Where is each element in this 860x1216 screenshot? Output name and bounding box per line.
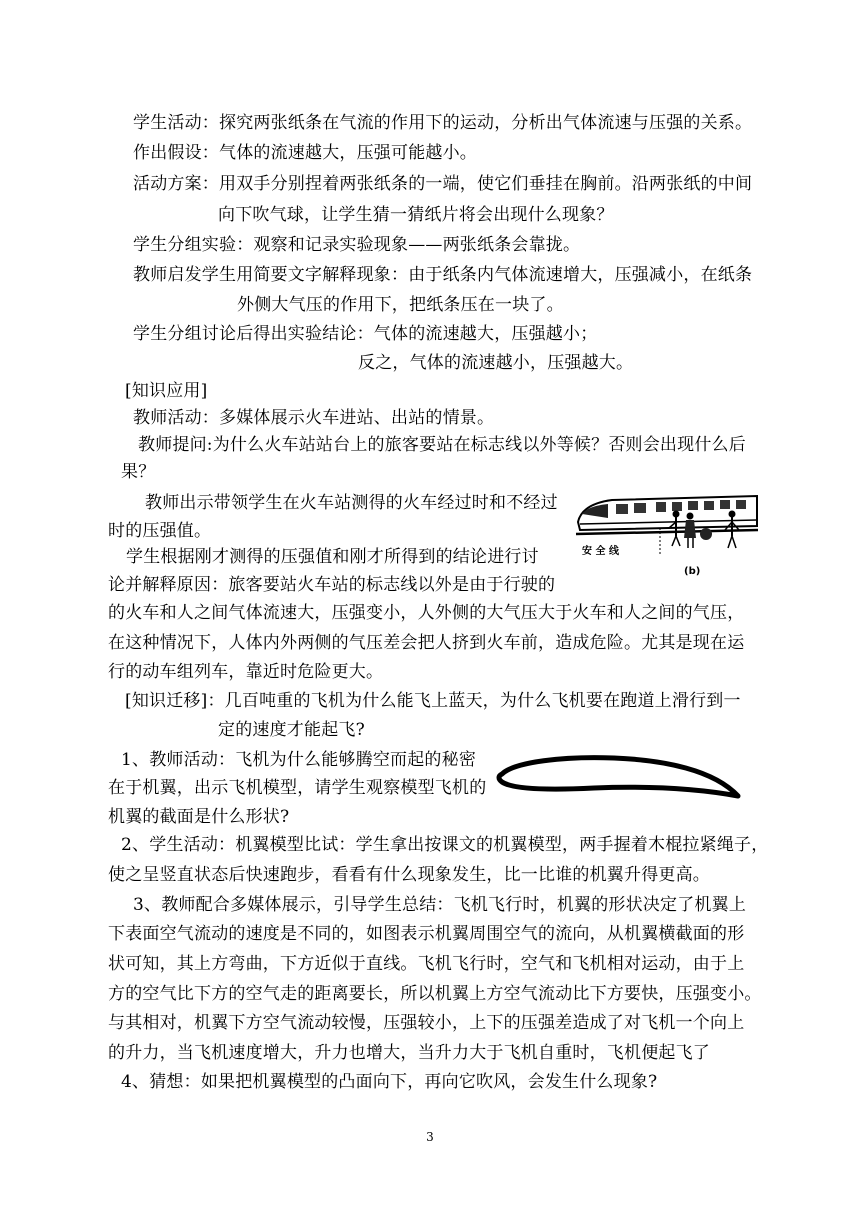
text-line: 状可知，其上方弯曲，下方近似于直线。飞机飞行时，空气和飞机相对运动，由于上 [108,954,745,974]
page-number: 3 [426,1130,434,1144]
text-line: 行的动车组列车，靠近时危险更大。 [108,662,384,682]
text-line: 3、教师配合多媒体展示，引导学生总结：飞机飞行时，机翼的形状决定了机翼上 [133,895,747,915]
train-illustration [572,484,762,580]
text-line: 1、教师活动：飞机为什么能够腾空而起的秘密 [121,750,477,770]
section-heading: [知识迁移]：几百吨重的飞机为什么能飞上蓝天，为什么飞机要在跑道上滑行到一 [125,691,741,711]
text-line: 教师提问:为什么火车站站台上的旅客要站在标志线以外等候？否则会出现什么后 [138,435,746,455]
text-line: 4、猜想：如果把机翼模型的凸面向下，再向它吹风，会发生什么现象? [121,1072,658,1092]
text-line: 使之呈竖直状态后快速跑步，看看有什么现象发生，比一比谁的机翼升得更高。 [108,865,710,885]
text-line: 在这种情况下，人体内外两侧的气压差会把人挤到火车前，造成危险。尤其是现在运 [108,633,745,653]
safety-line-label: 安 全 线 [582,546,619,557]
text-line: 学生分组实验：观察和记录实验现象——两张纸条会靠拢。 [133,235,581,255]
wing-cross-section-figure [494,748,744,812]
text-line: 活动方案：用双手分别捏着两张纸条的一端，使它们垂挂在胸前。沿两张纸的中间 [133,174,753,194]
text-line: 教师出示带领学生在火车站测得的火车经过时和不经过 [145,493,558,513]
text-line: 反之，气体的流速越小，压强越大。 [358,353,634,373]
text-line: 学生分组讨论后得出实验结论：气体的流速越大，压强越小； [133,324,598,344]
text-line: 教师启发学生用简要文字解释现象：由于纸条内气体流速增大，压强减小，在纸条 [133,265,753,285]
text-line: 方的空气比下方的空气走的距离要长，所以机翼上方空气流动比下方要快，压强变小。 [108,984,762,1004]
text-line: 学生活动：探究两张纸条在气流的作用下的运动，分析出气体流速与压强的关系。 [133,113,753,133]
text-line: 的火车和人之间气体流速大，压强变小，人外侧的大气压大于火车和人之间的气压， [108,603,745,623]
text-line: 2、学生活动：机翼模型比试：学生拿出按课文的机翼模型，两手握着木棍拉紧绳子， [121,835,769,855]
text-line: 学生根据刚才测得的压强值和刚才所得到的结论进行讨 [126,547,539,567]
airfoil-icon [494,748,744,812]
train-station-figure [572,484,762,580]
text-line: 时的压强值。 [108,521,212,541]
text-line: 向下吹气球，让学生猜一猜纸片将会出现什么现象？ [218,205,614,225]
text-line: 下表面空气流动的速度是不同的，如图表示机翼周围空气的流向，从机翼横截面的形 [108,924,745,944]
text-line: 教师活动：多媒体展示火车进站、出站的情景。 [133,408,495,428]
text-line: 论并解释原因：旅客要站火车站的标志线以外是由于行驶的 [108,575,556,595]
text-line: 果？ [121,462,156,482]
text-line: 在于机翼，出示飞机模型，请学生观察模型飞机的 [108,778,487,798]
section-heading: [知识应用] [125,381,208,401]
text-line: 机翼的截面是什么形状? [108,807,290,827]
figure-caption: (b) [684,566,701,577]
text-line: 作出假设：气体的流速越大，压强可能越小。 [133,143,477,163]
text-line: 定的速度才能起飞? [218,720,365,740]
text-line: 与其相对，机翼下方空气流动较慢，压强较小，上下的压强差造成了对飞机一个向上 [108,1013,745,1033]
text-line: 的升力，当飞机速度增大，升力也增大，当升力大于飞机自重时，飞机便起飞了 [108,1043,710,1063]
text-line: 外侧大气压的作用下，把纸条压在一块了。 [237,295,564,315]
